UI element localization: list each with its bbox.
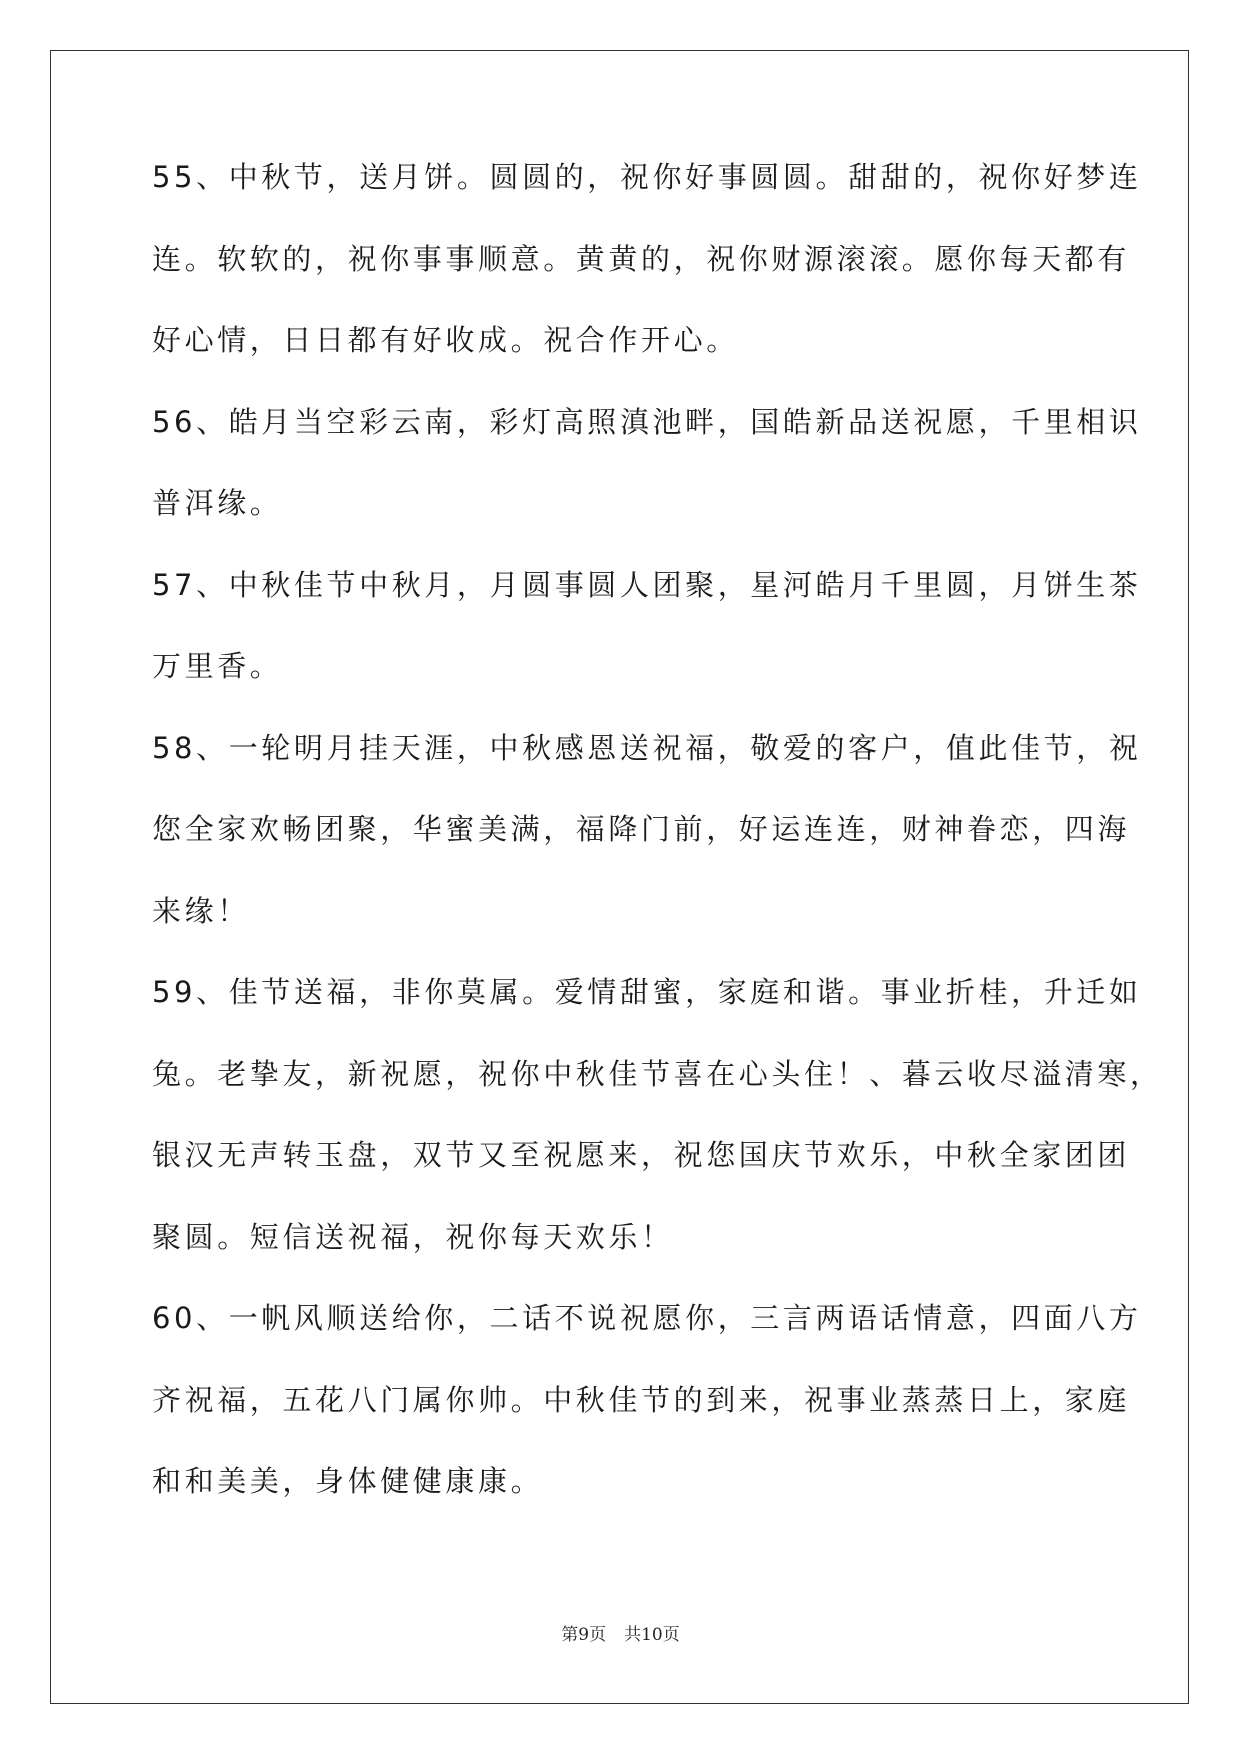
- text-line: 好心情，日日都有好收成。祝合作开心。: [152, 323, 739, 357]
- text-line: 55、中秋节，送月饼。圆圆的，祝你好事圆圆。甜甜的，祝你好梦连: [152, 160, 1142, 194]
- text-line: 齐祝福，五花八门属你帅。中秋佳节的到来，祝事业蒸蒸日上，家庭: [152, 1382, 1131, 1417]
- text-line: 57、中秋佳节中秋月，月圆事圆人团聚，星河皓月千里圆，月饼生茶: [152, 567, 1142, 602]
- text-line: 万里香。: [152, 649, 283, 683]
- text-line: 普洱缘。: [152, 486, 283, 520]
- document-body: [152, 157, 1163, 1543]
- page-number: 第9页: [561, 1625, 607, 1645]
- text-line: 和和美美，身体健健康康。: [152, 1464, 544, 1498]
- text-line: 连。软软的，祝你事事顺意。黄黄的，祝你财源滚滚。愿你每天都有: [152, 241, 1131, 276]
- text-line: 来缘！: [152, 893, 250, 928]
- text-line: 您全家欢畅团聚，华蜜美满，福降门前，好运连连，财神眷恋，四海: [152, 812, 1131, 846]
- text-line: 59、佳节送福，非你莫属。爱情甜蜜，家庭和谐。事业折桂，升迁如: [152, 975, 1142, 1009]
- page-footer: [0, 1620, 1241, 1645]
- text-line: 60、一帆风顺送给你，二话不说祝愿你，三言两语话情意，四面八方: [152, 1301, 1142, 1335]
- text-line: 兔。老挚友，新祝愿，祝你中秋佳节喜在心头住！、暮云收尽溢清寒，: [152, 1056, 1163, 1091]
- text-line: 聚圆。短信送祝福，祝你每天欢乐！: [152, 1219, 674, 1254]
- page-total: 共10页: [624, 1625, 680, 1645]
- text-line: 58、一轮明月挂天涯，中秋感恩送祝福，敬爱的客户，值此佳节，祝: [152, 730, 1142, 765]
- text-line: 56、皓月当空彩云南，彩灯高照滇池畔，国皓新品送祝愿，千里相识: [152, 404, 1142, 439]
- text-line: 银汉无声转玉盘，双节又至祝愿来，祝您国庆节欢乐，中秋全家团团: [152, 1138, 1131, 1172]
